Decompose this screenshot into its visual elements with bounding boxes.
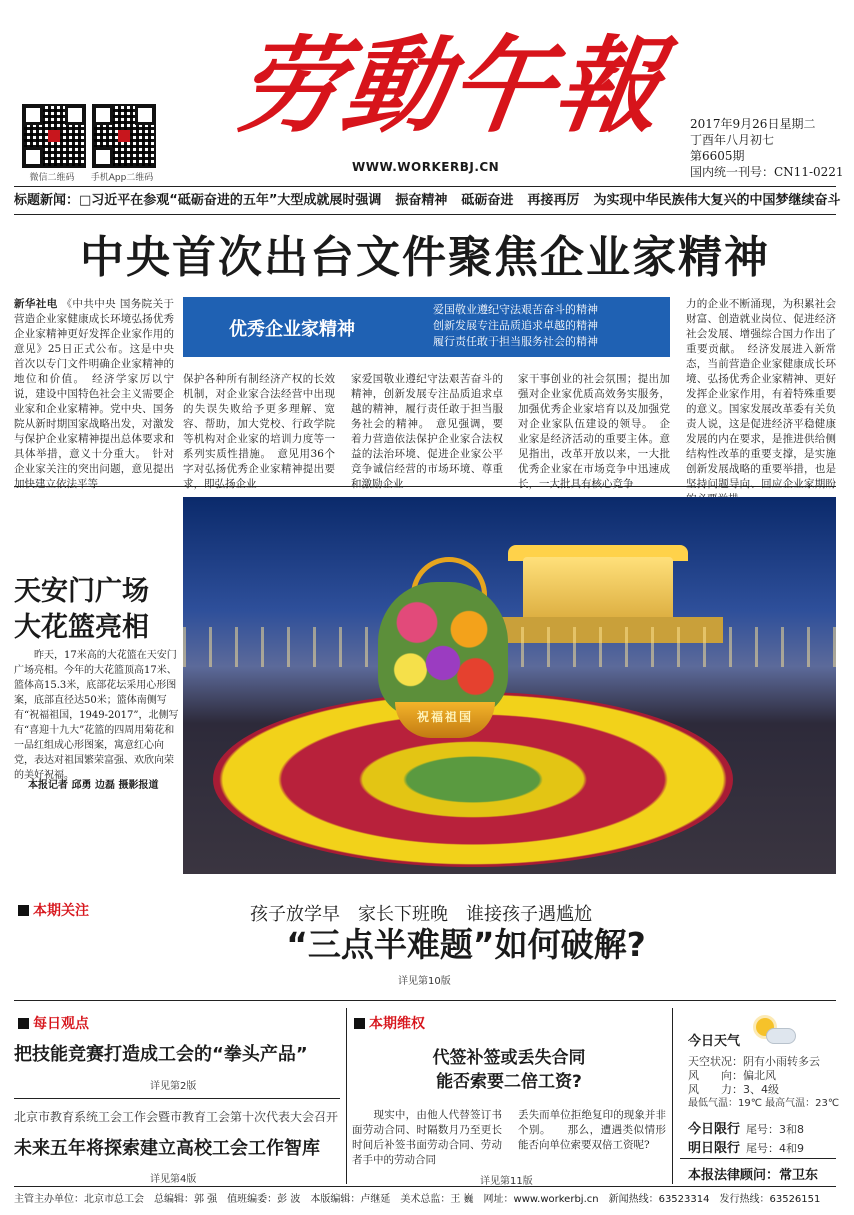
weather-wind-direction: 风 向：偏北风 xyxy=(688,1069,776,1082)
lunar-date: 丁酉年八月初七 xyxy=(690,133,775,147)
edu-story-title[interactable]: 未来五年将探索建立高校工会工作智库 xyxy=(14,1138,320,1159)
lead-story-column-1 xyxy=(14,297,174,490)
focus-divider xyxy=(14,1000,836,1001)
weather-title: 今日天气 xyxy=(688,1034,741,1049)
rights-title[interactable] xyxy=(352,1046,666,1094)
edu-story-see-page[interactable]: 详见第4版 xyxy=(150,1174,197,1185)
headline-bar xyxy=(14,190,841,212)
photo-story-credit: 本报记者 邱勇 边磊 摄影报道 xyxy=(28,780,159,791)
rights-tag xyxy=(354,1013,425,1033)
headline-divider xyxy=(14,214,836,215)
rights-title-line: 能否索要二倍工资? xyxy=(436,1072,582,1092)
partly-cloudy-icon xyxy=(752,1016,796,1046)
footer-divider xyxy=(14,1186,836,1187)
headline-item[interactable]: 为实现中华民族伟大复兴的中国梦继续奋斗 xyxy=(593,193,841,208)
issue-info xyxy=(690,116,844,180)
focus-see-page[interactable]: 详见第10版 xyxy=(398,976,451,987)
daily-view-tag-label: 每日观点 xyxy=(33,1016,89,1032)
footer-credits: 主管主办单位：北京市总工会 总编辑：郭 强 值班编委：彭 波 本版编辑：卢继延 美术总监：王 巍 网址：www.workerbj.cn 新闻热线：63523314 发行热线：63526151 xyxy=(14,1194,821,1205)
wechat-qr-code xyxy=(22,104,86,168)
today-traffic-limit xyxy=(688,1118,804,1137)
daily-view-title[interactable]: 把技能竞赛打造成工会的“拳头产品” xyxy=(14,1044,308,1065)
serial-number: 国内统一刊号：CN11-0221 xyxy=(690,165,844,179)
rights-column-2: 丢失而单位拒绝复印的现象并非个别。 那么，遭遇类似情形能否向单位索要双倍工资呢? xyxy=(518,1109,666,1151)
photo-story-title-line: 大花篮亮相 xyxy=(14,612,149,643)
app-qr-code xyxy=(92,104,156,168)
headline-item[interactable]: 振奋精神 xyxy=(395,193,448,208)
weather-sky: 天空状况：阴有小雨转多云 xyxy=(688,1055,820,1068)
rights-tag-label: 本期维权 xyxy=(369,1016,425,1032)
tiananmen-flower-basket-photo xyxy=(183,497,836,874)
headline-label: 标题新闻： xyxy=(14,193,80,208)
today-limit-value: 尾号：3和8 xyxy=(746,1123,805,1136)
box-title: 优秀企业家精神 xyxy=(229,319,355,340)
website-url[interactable]: WWW.WORKERBJ.CN xyxy=(352,160,500,174)
masthead-divider xyxy=(14,186,836,187)
photo-story-text: 昨天，17米高的大花篮在天安门广场亮相。今年的大花篮顶高17米、篮体高15.3米，底部花坛采用心形图案，底部直径达50米；篮体南侧写有“祝福祖国，1949-2017”，北侧写有“喜迎十九大”花篮的四周用菊花和一品红组成心形图案，寓意红心向党，表达对祖国繁荣富强、欢欣向荣的美好祝福。 xyxy=(14,650,179,781)
weather-divider xyxy=(680,1158,836,1159)
focus-subtitle: 孩子放学早 家长下班晚 谁接孩子遇尴尬 xyxy=(250,904,592,925)
weather-temperature: 最低气温：19℃ 最高气温：23℃ xyxy=(688,1098,840,1109)
issue-number: 第6605期 xyxy=(690,149,745,163)
today-limit-label: 今日限行 xyxy=(688,1122,741,1137)
wechat-qr-caption: 微信二维码 xyxy=(29,173,75,183)
lead-story-byline: 新华社电 xyxy=(14,298,58,310)
lead-story-column-4: 家干事创业的社会氛围；提出加强对企业家优质高效务实服务，加强优秀企业家培育以及加强党对企业家队伍建设的领导。 企业家是经济活动的重要主体。意见指出，改革开放以来，一大批优秀企业家在市场竞争中迅速成长，一大批具有核心竞争 xyxy=(518,373,670,490)
rights-see-page[interactable]: 详见第11版 xyxy=(480,1176,533,1187)
photo-story-title[interactable] xyxy=(14,574,179,646)
focus-tag xyxy=(18,900,89,920)
lead-story-divider xyxy=(14,486,836,487)
weather-wind-force: 风 力：3、4级 xyxy=(688,1083,779,1096)
tomorrow-traffic-limit xyxy=(688,1137,804,1156)
box-line: 创新发展专注品质追求卓越的精神 xyxy=(433,319,598,332)
headline-item[interactable]: □习近平在参观“砥砺奋进的五年”大型成就展时强调 xyxy=(79,193,382,208)
rights-title-line: 代签补签或丢失合同 xyxy=(432,1048,586,1068)
box-line: 爱国敬业遵纪守法艰苦奋斗的精神 xyxy=(433,303,598,316)
photo-story-title-line: 天安门广场 xyxy=(14,576,149,607)
tomorrow-limit-value: 尾号：4和9 xyxy=(746,1142,805,1155)
newspaper-logo: 劳動午報 xyxy=(229,24,671,147)
tomorrow-limit-label: 明日限行 xyxy=(688,1141,741,1156)
basket-inscription: 祝福祖国 xyxy=(416,710,473,724)
rights-column-1: 现实中，由他人代替签订书面劳动合同、时隔数月乃至更长时间后补签书面劳动合同、劳动者手中的劳动合同 xyxy=(352,1109,502,1166)
daily-view-see-page[interactable]: 详见第2版 xyxy=(150,1081,197,1092)
lead-story-text: 《中共中央 国务院关于营造企业家健康成长环境弘扬优秀企业家精神更好发挥企业家作用的意见》25日正式公布。这是中央首次以专门文件明确企业家精神的地位和价值。 经济学家厉以宁说，建设中国特色社会主义需要企业家和企业家精神。党中央、国务院从新时期国家战略出发，对激发与保护企业家精神提出总体要求和具体举措，意义十分重大。 针对企业家关注的突出问题，意见提出加快建立依法平等 xyxy=(14,298,174,490)
lead-story-title[interactable]: 中央首次出台文件聚焦企业家精神 xyxy=(80,232,770,283)
headline-item[interactable]: 再接再厉 xyxy=(527,193,580,208)
edu-story-kicker: 北京市教育系统工会工作会暨市教育工会第十次代表大会召开 xyxy=(14,1110,339,1124)
daily-view-tag xyxy=(18,1013,89,1033)
entrepreneur-spirit-box xyxy=(183,297,670,357)
focus-title[interactable]: “三点半难题”如何破解? xyxy=(286,925,646,964)
app-qr-caption: 手机App二维码 xyxy=(90,173,154,183)
lead-story-column-3: 家爱国敬业遵纪守法艰苦奋斗的精神，创新发展专注品质追求卓越的精神，履行责任敢于担当服务社会的精神。 意见强调，要着力营造依法保护企业家合法权益的法治环境、促进企业家公平竞争诚信经营的市场环境、尊重和激励企业 xyxy=(351,373,503,490)
daily-view-divider xyxy=(14,1098,340,1099)
box-line: 履行责任敢于担当服务社会的精神 xyxy=(433,335,598,348)
focus-tag-label: 本期关注 xyxy=(33,903,89,919)
headline-item[interactable]: 砥砺奋进 xyxy=(461,193,514,208)
lead-story-column-5: 力的企业不断涌现，为积累社会财富、创造就业岗位、促进经济社会发展、增强综合国力作出了重要贡献。 经济发展进入新常态，当前营造企业家健康成长环境、弘扬优秀企业家精神、更好发挥企业家作用，有着特殊重要的意义。国家发展改革委有关负责人说，这是促进经济平稳健康发展的内在要求，是推进供给侧结构性改革的重要支撑，是实施创新发展战略的重要举措，也是坚持问题导向、回应企业家期盼 xyxy=(686,298,836,490)
column-divider-right xyxy=(672,1008,673,1184)
column-divider-left xyxy=(346,1008,347,1184)
lead-story-column-2: 保护各种所有制经济产权的长效机制，对企业家合法经营中出现的失误失败给予更多理解、宽容、帮助，加大党校、行政学院等机构对企业家的培训力度等一系列实质性措施。 意见用36个字对弘扬优秀企业家精神提出要求，即弘扬企业 xyxy=(183,373,335,490)
legal-advisor: 本报法律顾问：常卫东 xyxy=(688,1168,819,1183)
issue-date: 2017年9月26日星期二 xyxy=(690,117,816,131)
